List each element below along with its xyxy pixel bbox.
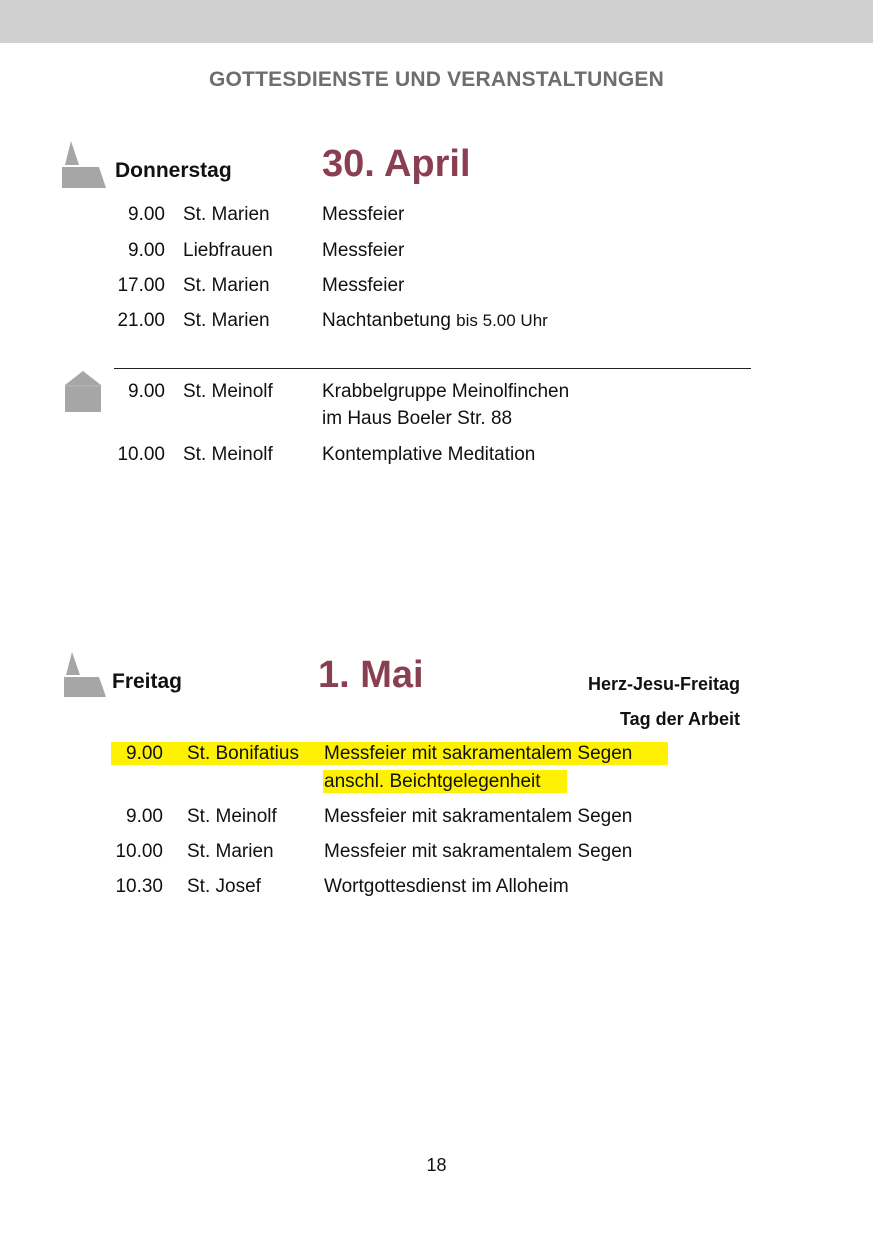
date-heading: 1. Mai bbox=[318, 654, 424, 696]
place: St. Marien bbox=[183, 204, 270, 225]
place: St. Marien bbox=[183, 275, 270, 296]
description bbox=[322, 310, 548, 332]
time: 21.00 bbox=[117, 310, 165, 331]
description: Krabbelgruppe Meinolfinchen bbox=[322, 381, 570, 402]
time: 9.00 bbox=[128, 204, 165, 225]
place: St. Meinolf bbox=[183, 381, 273, 402]
description: Messfeier bbox=[322, 240, 405, 261]
church-icon bbox=[63, 652, 107, 698]
top-band bbox=[0, 0, 873, 43]
holiday-note: Tag der Arbeit bbox=[619, 709, 740, 729]
time: 17.00 bbox=[117, 275, 165, 296]
place: St. Josef bbox=[187, 876, 261, 897]
time: 10.00 bbox=[117, 444, 165, 465]
house-icon bbox=[64, 371, 102, 413]
description-line2: anschl. Beichtgelegenheit bbox=[324, 771, 541, 792]
description: Messfeier mit sakramentalem Segen bbox=[324, 841, 633, 862]
place: St. Marien bbox=[183, 310, 270, 331]
page-number: 18 bbox=[426, 1155, 447, 1175]
description-main: Nachtanbetung bbox=[322, 310, 451, 331]
time: 9.00 bbox=[126, 806, 163, 827]
time: 9.00 bbox=[128, 381, 165, 402]
description-note: bis 5.00 Uhr bbox=[456, 311, 548, 330]
weekday-label: Donnerstag bbox=[115, 159, 232, 182]
section-divider bbox=[114, 368, 751, 369]
place: St. Marien bbox=[187, 841, 274, 862]
description: Messfeier mit sakramentalem Segen bbox=[324, 743, 633, 764]
place: St. Bonifatius bbox=[187, 743, 299, 764]
church-icon bbox=[61, 141, 107, 189]
description: Kontemplative Meditation bbox=[322, 444, 536, 465]
date-heading: 30. April bbox=[322, 143, 471, 185]
description-line2: im Haus Boeler Str. 88 bbox=[322, 408, 513, 429]
time: 10.00 bbox=[115, 841, 163, 862]
description: Messfeier bbox=[322, 204, 405, 225]
place: St. Meinolf bbox=[187, 806, 277, 827]
description: Wortgottesdienst im Alloheim bbox=[324, 876, 569, 897]
page-title: GOTTESDIENSTE UND VERANSTALTUNGEN bbox=[208, 68, 664, 91]
description: Messfeier mit sakramentalem Segen bbox=[324, 806, 633, 827]
description: Messfeier bbox=[322, 275, 405, 296]
time: 10.30 bbox=[115, 876, 163, 897]
place: Liebfrauen bbox=[183, 240, 273, 261]
time: 9.00 bbox=[126, 743, 163, 764]
feast-note: Herz-Jesu-Freitag bbox=[587, 674, 740, 694]
time: 9.00 bbox=[128, 240, 165, 261]
weekday-label: Freitag bbox=[112, 670, 183, 693]
place: St. Meinolf bbox=[183, 444, 273, 465]
